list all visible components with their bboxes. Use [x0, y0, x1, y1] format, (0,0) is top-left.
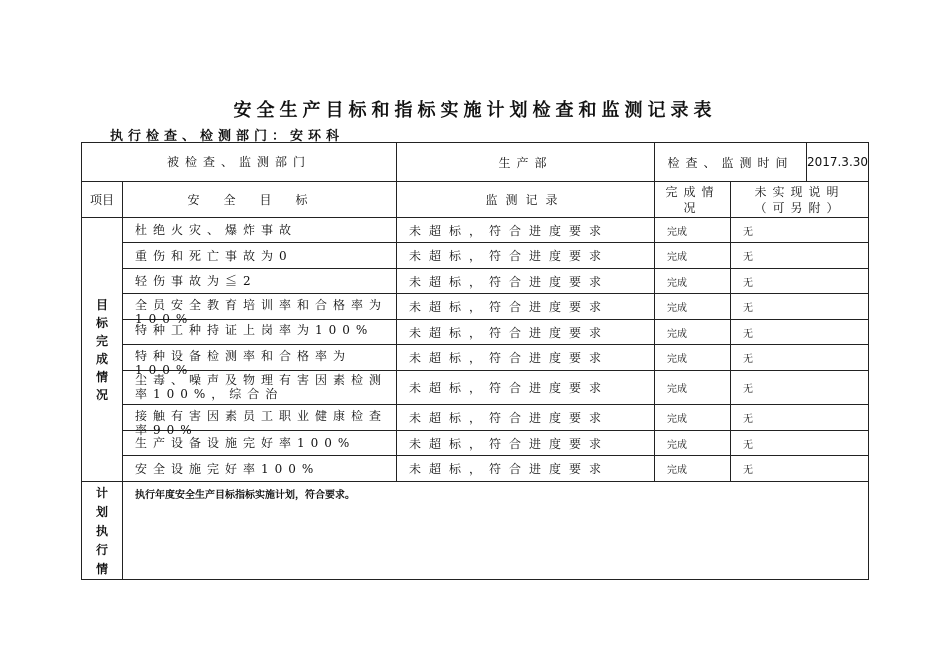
row-note: 无 [731, 431, 869, 456]
col-note: 未实现说明（可另附） [731, 182, 869, 218]
col-item: 项目 [82, 182, 123, 218]
col-record: 监测记录 [397, 182, 655, 218]
col-status: 完成情况 [655, 182, 731, 218]
table-row [82, 294, 869, 320]
plan-execution-text: 执行年度安全生产目标指标实施计划，符合要求。 [123, 482, 869, 580]
row-goal: 轻伤事故为≦2 [123, 269, 397, 294]
plan-row [82, 482, 869, 580]
table-row [82, 456, 869, 482]
inspected-department-value: 生产部 [397, 143, 655, 182]
row-goal: 特种设备检测率和合格率为100% [123, 345, 397, 371]
row-status: 完成 [655, 269, 731, 294]
table-row [82, 345, 869, 371]
row-record: 未超标，符合进度要求 [397, 456, 655, 482]
document-title: 安全生产目标和指标实施计划检查和监测记录表 [233, 100, 717, 121]
inspected-department-label: 被检查、监测部门 [82, 143, 397, 182]
col-goal: 安全目标 [123, 182, 397, 218]
plan-execution-label: 计划执行情 [82, 482, 123, 580]
row-note: 无 [731, 456, 869, 482]
table-row [82, 218, 869, 243]
table-row [82, 431, 869, 456]
table-row [82, 405, 869, 431]
row-note: 无 [731, 405, 869, 431]
row-status: 完成 [655, 294, 731, 320]
table-row [82, 371, 869, 405]
inspection-table [81, 142, 869, 580]
row-status: 完成 [655, 431, 731, 456]
row-record: 未超标，符合进度要求 [397, 345, 655, 371]
inspection-time-value: 2017.3.30 [806, 155, 869, 169]
header-row [82, 143, 869, 182]
row-goal: 尘毒、噪声及物理有害因素检测率100%，综合治 [123, 371, 397, 405]
row-status: 完成 [655, 320, 731, 345]
row-status: 完成 [655, 243, 731, 269]
row-note: 无 [731, 371, 869, 405]
row-goal: 特种工种持证上岗率为100% [123, 320, 397, 345]
table-row [82, 243, 869, 269]
side-label-goal-completion: 目标完成情况 [82, 218, 123, 482]
row-record: 未超标，符合进度要求 [397, 320, 655, 345]
row-note: 无 [731, 269, 869, 294]
table-row [82, 320, 869, 345]
column-header-row [82, 182, 869, 218]
row-status: 完成 [655, 345, 731, 371]
row-goal: 重伤和死亡事故为0 [123, 243, 397, 269]
row-goal: 安全设施完好率100% [123, 456, 397, 482]
row-record: 未超标，符合进度要求 [397, 243, 655, 269]
row-status: 完成 [655, 456, 731, 482]
row-status: 完成 [655, 218, 731, 243]
row-record: 未超标，符合进度要求 [397, 405, 655, 431]
row-record: 未超标，符合进度要求 [397, 371, 655, 405]
executing-department: 执行检查、检测部门：安环科 [110, 129, 345, 144]
row-goal: 接触有害因素员工职业健康检查率90% [123, 405, 397, 431]
row-note: 无 [731, 294, 869, 320]
inspection-time-label: 检查、监测时间 [655, 143, 807, 181]
row-record: 未超标，符合进度要求 [397, 431, 655, 456]
row-status: 完成 [655, 405, 731, 431]
row-note: 无 [731, 345, 869, 371]
row-note: 无 [731, 320, 869, 345]
row-goal: 杜绝火灾、爆炸事故 [123, 218, 397, 243]
row-record: 未超标，符合进度要求 [397, 294, 655, 320]
row-note: 无 [731, 218, 869, 243]
row-goal: 全员安全教育培训率和合格率为100% [123, 294, 397, 320]
table-row [82, 269, 869, 294]
row-status: 完成 [655, 371, 731, 405]
row-goal: 生产设备设施完好率100% [123, 431, 397, 456]
row-record: 未超标，符合进度要求 [397, 269, 655, 294]
row-note: 无 [731, 243, 869, 269]
row-record: 未超标，符合进度要求 [397, 218, 655, 243]
